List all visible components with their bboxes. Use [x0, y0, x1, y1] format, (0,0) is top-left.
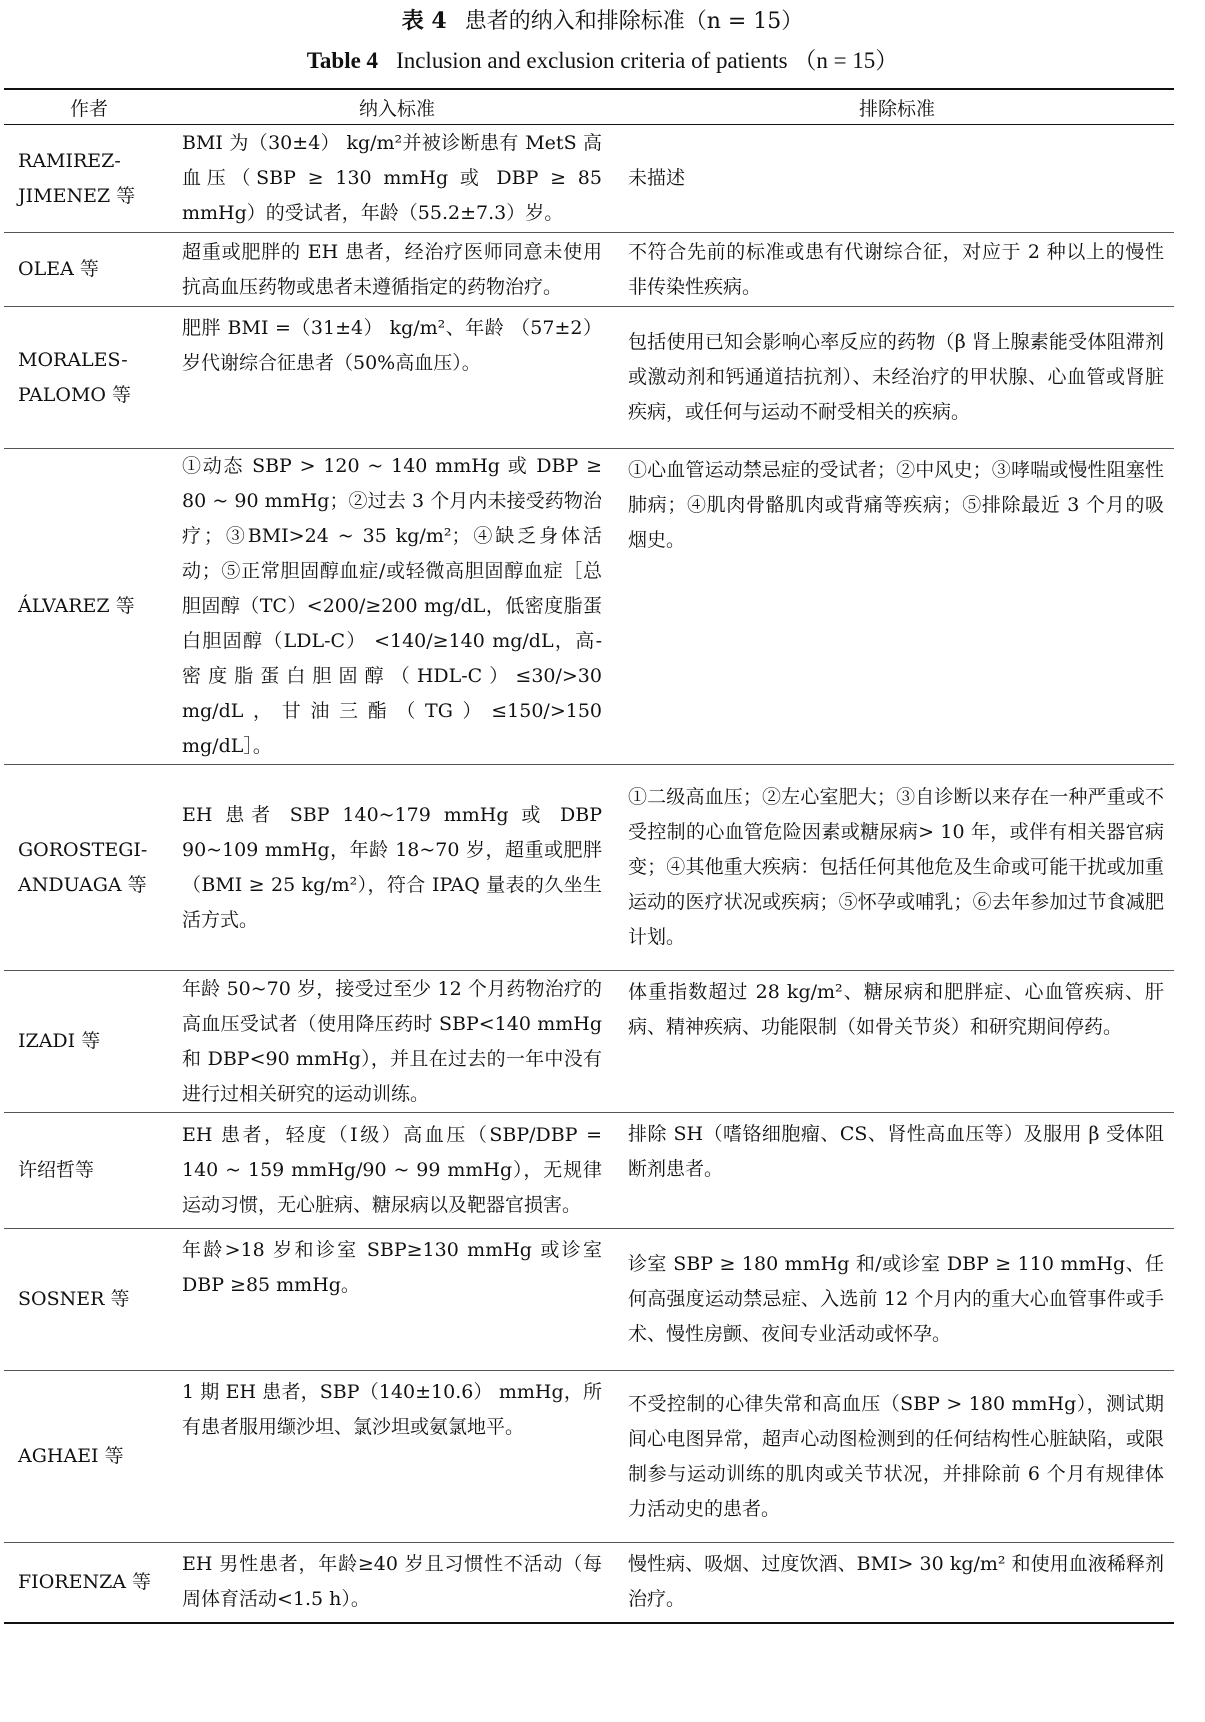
table-row — [4, 971, 1174, 1113]
inclusion-cell: 超重或肥胖的 EH 患者，经治疗医师同意未使用抗高血压药物或患者未遵循指定的药物治疗。 — [174, 233, 620, 307]
author-name: AGHAEI 等 — [18, 1445, 124, 1467]
table-row — [4, 449, 1174, 765]
inclusion-cell: 年龄 50~70 岁，接受过至少 12 个月药物治疗的高血压受试者（使用降压药时 SBP<140 mmHg 和 DBP<90 mmHg），并且在过去的一年中没有进行过相关研究的运动训练。 — [174, 971, 620, 1113]
inclusion-cell: EH 男性患者，年龄≥40 岁且习惯性不活动（每周体育活动<1.5 h）。 — [182, 1553, 602, 1611]
caption-cn-text: 患者的纳入和排除标准（n = 15） — [464, 9, 804, 34]
author-cell — [4, 765, 174, 971]
table-row — [4, 307, 1174, 449]
author-name: GOROSTEGI-ANDUAGA 等 — [18, 838, 148, 896]
exclusion-cell: 包括使用已知会影响心率反应的药物（β 肾上腺素能受体阻滞剂或激动剂和钙通道拮抗剂）、未经治疗的甲状腺、心血管或肾脏疾病，或任何与运动不耐受相关的疾病。 — [620, 307, 1174, 449]
header-exclusion: 排除标准 — [620, 89, 1174, 125]
exclusion-cell: 不受控制的心律失常和高血压（SBP > 180 mmHg），测试期间心电图异常，超声心动图检测到的任何结构性心脏缺陷，或限制参与运动训练的肌肉或关节状况，并排除前 6 个月有规律体力活动史的患者。 — [620, 1371, 1174, 1543]
table-caption-cn — [0, 6, 1205, 37]
criteria-table — [4, 88, 1174, 1624]
author-name: ÁLVAREZ 等 — [18, 595, 135, 617]
author-name: RAMIREZ-JIMENEZ 等 — [18, 149, 136, 207]
exclusion-cell: 体重指数超过 28 kg/m²、糖尿病和肥胖症、心血管疾病、肝病、精神疾病、功能限制（如骨关节炎）和研究期间停药。 — [620, 971, 1174, 1113]
author-name: MORALES-PALOMO 等 — [18, 348, 132, 406]
author-name: FIORENZA 等 — [18, 1570, 152, 1593]
exclusion-cell: 不符合先前的标准或患有代谢综合征，对应于 2 种以上的慢性非传染性疾病。 — [620, 233, 1174, 307]
table-row — [4, 1371, 1174, 1543]
author-cell — [4, 1371, 174, 1543]
caption-en-text: Inclusion and exclusion criteria of patients （n = 15） — [396, 48, 899, 73]
table-header-row — [4, 89, 1174, 125]
inclusion-cell: 肥胖 BMI =（31±4） kg/m²、年龄 （57±2） 岁代谢综合征患者（50%高血压）。 — [174, 307, 620, 449]
author-cell — [4, 971, 174, 1113]
exclusion-cell: ①二级高血压；②左心室肥大；③自诊断以来存在一种严重或不受控制的心血管危险因素或糖尿病> 10 年，或伴有相关器官病变；④其他重大疾病：包括任何其他危及生命或可能干扰或加重运动的医疗状况或疾病；⑤怀孕或哺乳；⑥去年参加过节食减肥计划。 — [620, 765, 1174, 971]
author-cell — [4, 1229, 174, 1371]
author-name: 许绍哲等 — [18, 1159, 95, 1181]
author-cell — [4, 1543, 174, 1623]
exclusion-cell: 慢性病、吸烟、过度饮酒、BMI> 30 kg/m² 和使用血液稀释剂治疗。 — [628, 1553, 1164, 1611]
exclusion-cell: 诊室 SBP ≥ 180 mmHg 和/或诊室 DBP ≥ 110 mmHg、任何高强度运动禁忌症、入选前 12 个月内的重大心血管事件或手术、慢性房颤、夜间专业活动或怀孕。 — [620, 1229, 1174, 1371]
table-caption-en — [0, 46, 1205, 76]
exclusion-cell: 排除 SH（嗜铬细胞瘤、CS、肾性高血压等）及服用 β 受体阻断剂患者。 — [620, 1113, 1174, 1229]
author-cell — [4, 125, 174, 233]
author-cell — [4, 233, 174, 307]
inclusion-cell: BMI 为（30±4） kg/m²并被诊断患有 MetS 高血压（SBP ≥ 130 mmHg 或 DBP ≥ 85 mmHg）的受试者，年龄（55.2±7.3）岁。 — [174, 125, 620, 233]
author-cell — [4, 449, 174, 765]
caption-cn-label: 表 4 — [401, 8, 447, 34]
author-cell — [4, 307, 174, 449]
table-row — [4, 765, 1174, 971]
author-name: IZADI 等 — [18, 1030, 101, 1052]
inclusion-cell: ①动态 SBP > 120 ~ 140 mmHg 或 DBP ≥ 80 ~ 90 mmHg；②过去 3 个月内未接受药物治疗；③BMI>24 ~ 35 kg/m²；④缺乏身体活动；⑤正常胆固醇血症/或轻微高胆固醇血症［总胆固醇（TC）<200/≥200 mg/dL，低密度脂蛋白胆固醇（LDL-C） <140/≥140 mg/dL，高-密度脂蛋白胆固醇（HDL-C）≤30/>30 mg/dL，甘油三酯（TG）≤150/>150 mg/dL］。 — [174, 449, 620, 765]
exclusion-cell: ①心血管运动禁忌症的受试者；②中风史；③哮喘或慢性阻塞性肺病；④肌肉骨骼肌肉或背痛等疾病；⑤排除最近 3 个月的吸烟史。 — [620, 449, 1174, 765]
table-row — [4, 1543, 1174, 1623]
table-row — [4, 125, 1174, 233]
inclusion-cell: 1 期 EH 患者，SBP（140±10.6） mmHg，所有患者服用缬沙坦、氯沙坦或氨氯地平。 — [174, 1371, 620, 1543]
table-row — [4, 1229, 1174, 1371]
inclusion-cell: EH 患者 SBP 140~179 mmHg 或 DBP 90~109 mmHg，年龄 18~70 岁，超重或肥胖（BMI ≥ 25 kg/m²），符合 IPAQ 量表的久坐生活方式。 — [174, 765, 620, 971]
author-name: SOSNER 等 — [18, 1288, 130, 1310]
table-row — [4, 1113, 1174, 1229]
header-author: 作者 — [4, 89, 174, 125]
inclusion-cell: 年龄>18 岁和诊室 SBP≥130 mmHg 或诊室 DBP ≥85 mmHg。 — [174, 1229, 620, 1371]
author-name: OLEA 等 — [18, 258, 99, 280]
header-inclusion: 纳入标准 — [174, 89, 620, 125]
author-cell — [4, 1113, 174, 1229]
inclusion-cell: EH 患者，轻度（Ⅰ级）高血压（SBP/DBP = 140 ~ 159 mmHg/90 ~ 99 mmHg），无规律运动习惯，无心脏病、糖尿病以及靶器官损害。 — [174, 1113, 620, 1229]
table-row — [4, 233, 1174, 307]
exclusion-cell: 未描述 — [620, 125, 1174, 233]
caption-en-label: Table 4 — [306, 48, 379, 73]
